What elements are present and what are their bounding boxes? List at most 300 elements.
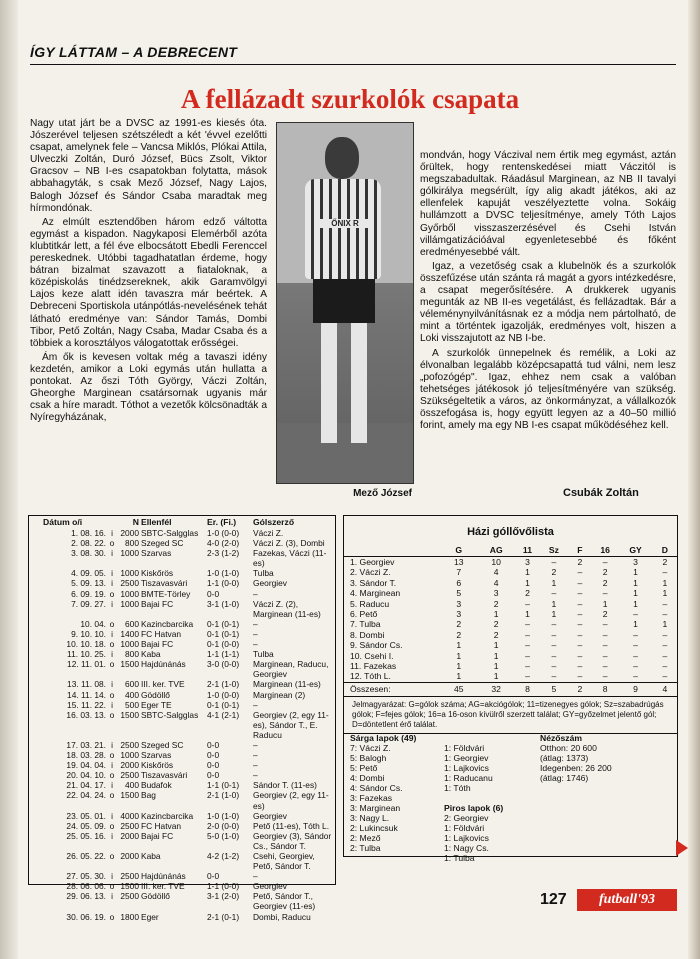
result-cell: o xyxy=(109,750,115,761)
result-cell: o xyxy=(109,588,115,599)
article-column-2 xyxy=(420,150,676,434)
scorer-name: 12. Tóth L. xyxy=(350,671,391,682)
result-cell: Kazincbarcika xyxy=(141,618,194,629)
result-cell: Fazekas, Váczi (11-es) xyxy=(253,548,327,569)
result-cell: 4-2 (1-2) xyxy=(207,851,240,861)
magazine-logo: futball'93 xyxy=(577,889,677,911)
result-cell: o xyxy=(109,820,115,831)
yellow-cards-list-continued xyxy=(444,733,544,863)
scorer-stat: – xyxy=(577,619,583,630)
result-cell: Kazincbarcika xyxy=(141,810,194,821)
yellow-card-entry: 3: Fazekas xyxy=(350,793,393,803)
attendance-entry: (átlag: 1746) xyxy=(540,773,589,783)
result-row xyxy=(29,770,335,780)
result-cell: 1000 xyxy=(120,568,139,579)
result-cell: i xyxy=(111,568,113,579)
result-cell: i xyxy=(111,628,113,639)
result-cell: 2-3 (1-2) xyxy=(207,548,240,559)
result-cell: 0-0 xyxy=(207,739,220,750)
result-cell: o xyxy=(109,881,115,892)
result-cell: Budafok xyxy=(141,780,172,791)
result-row xyxy=(29,589,335,599)
result-cell: 20. 04. 10. xyxy=(66,770,106,781)
scorer-stat: – xyxy=(577,629,583,640)
result-cell: 2000 xyxy=(120,528,139,538)
scorer-stat: – xyxy=(577,588,583,599)
result-cell: o xyxy=(109,770,115,781)
result-cell: 28. 06. 06. xyxy=(66,881,106,892)
scorer-stat: 6 xyxy=(456,577,462,588)
scorer-stat: 1 xyxy=(493,640,499,651)
result-cell: Bajai FC xyxy=(141,639,174,650)
scorer-stat: 2 xyxy=(456,629,462,640)
scorer-stat: 1 xyxy=(525,567,530,578)
scorer-row xyxy=(344,609,677,619)
scorers-header-row xyxy=(344,544,677,557)
scorer-stat: 1 xyxy=(633,619,638,630)
scorer-stat: 1 xyxy=(633,588,638,599)
scorer-stat: – xyxy=(551,557,557,567)
result-cell: 24. 05. 09. xyxy=(66,820,106,831)
result-cell: Kiskőrös xyxy=(141,760,174,771)
scorer-stat: – xyxy=(551,629,557,640)
result-cell: 600 xyxy=(125,618,139,629)
scorer-stat: 4 xyxy=(493,577,499,588)
result-cell: III. ker. TVE xyxy=(141,679,185,690)
scorer-stat: – xyxy=(602,557,608,567)
yellow-card-entry: 4: Dombi xyxy=(350,773,385,783)
result-cell: 15. 11. 22. xyxy=(67,699,106,710)
scorer-stat: 1 xyxy=(662,577,668,588)
result-cell: 17. 03. 21. xyxy=(66,739,106,750)
scorer-stat: 1 xyxy=(456,671,462,682)
scorer-name: 4. Marginean xyxy=(350,588,401,599)
scorer-stat: – xyxy=(525,629,530,640)
result-row xyxy=(29,851,335,871)
scorer-name: 7. Tulba xyxy=(350,619,381,630)
result-cell: i xyxy=(111,528,113,538)
scorer-stat: – xyxy=(577,650,583,661)
scorer-stat: – xyxy=(551,650,557,661)
result-cell: – xyxy=(253,770,258,781)
result-cell: 12. 11. 01. xyxy=(67,659,106,670)
scorer-row xyxy=(344,557,677,568)
result-cell: i xyxy=(111,891,113,902)
scorer-stat: 1 xyxy=(525,577,530,588)
scorer-stat: 1 xyxy=(493,671,499,682)
scorers-column-header: AG xyxy=(477,544,514,557)
scorer-row xyxy=(344,661,677,671)
scorer-stat: – xyxy=(577,577,583,588)
result-cell: 0-0 xyxy=(207,770,220,781)
scorer-stat: 1 xyxy=(662,588,668,599)
result-cell: o xyxy=(109,538,115,549)
yellow-card-entry: 1: Georgiev xyxy=(444,753,489,763)
result-cell: 4-1 (2-1) xyxy=(207,709,240,720)
scorers-column-header xyxy=(344,544,440,557)
paragraph: Ám ők is kevesen voltak még a tavaszi idény kezdetén, amikor a Loki egymás után hullatta a pontokat. Az őszi Tóth György, Váczi Zoltán, Gheorghe Marginean csatársornak ugyanis már csak a híre maradt. Tóthot a vezetők kölcsönadták a Nyíregyházának, xyxy=(30,351,267,424)
result-row xyxy=(29,710,335,740)
result-cell: Váczi Z. xyxy=(253,528,284,538)
result-row xyxy=(29,528,335,538)
result-row xyxy=(29,690,335,700)
scorer-row xyxy=(344,578,677,588)
result-cell: – xyxy=(253,699,258,710)
result-cell: 25. 05. 16. xyxy=(66,830,106,841)
column-header: Er. (Fi.) xyxy=(207,517,237,527)
scorers-total-cell: 45 xyxy=(440,682,477,696)
result-cell: 1000 xyxy=(120,598,139,609)
result-row xyxy=(29,629,335,639)
scorer-stat: – xyxy=(633,609,638,620)
paragraph: Nagy utat járt be a DVSC az 1991-es kiesés óta. Jószerével teljesen szétszéledt a két 'évvel ezelőtti csapat, amelynek fele – Vancsa Miklós, Plókai Attila, Ulveczki Zoltán, Duró József, Bücs Zsolt, Viktor Gracsov – NB I-es csapatokban folytatta, mások abbahagyták, s csak Mező József, Nagy Lajos, Balogh József és Sándor Csaba maradtak meg hírmondónak. xyxy=(30,118,267,214)
scorers-total-cell: 8 xyxy=(515,682,540,696)
result-row xyxy=(29,538,335,548)
result-cell: 2500 xyxy=(120,871,139,882)
result-cell: i xyxy=(111,760,113,771)
result-cell: i xyxy=(111,830,113,841)
scorer-stat: 2 xyxy=(525,588,530,599)
column-header: Dátum o/i xyxy=(43,517,83,527)
yellow-card-entry: 7: Váczi Z. xyxy=(350,743,391,753)
yellow-card-entry: 5: Pető xyxy=(350,763,378,773)
result-row xyxy=(29,831,335,851)
scorer-stat: – xyxy=(525,619,530,630)
scorers-total-row xyxy=(344,682,677,696)
scorer-stat: 2 xyxy=(602,577,608,588)
scorer-stat: 1 xyxy=(551,577,557,588)
result-cell: 0-0 xyxy=(207,760,220,771)
result-cell: 2500 xyxy=(120,739,139,750)
result-cell: Szeged SC xyxy=(141,538,184,549)
result-cell: 400 xyxy=(125,689,139,700)
result-row xyxy=(29,649,335,659)
scorer-name: 11. Fazekas xyxy=(350,661,397,672)
result-cell: 14. 11. 14. xyxy=(67,689,106,700)
result-cell: 21. 04. 17. xyxy=(66,780,106,791)
result-cell: 2000 xyxy=(120,851,139,861)
result-cell: i xyxy=(111,548,113,559)
scorer-stat: 1 xyxy=(662,619,668,630)
scorer-stat: 1 xyxy=(456,661,462,672)
result-cell: 1-0 (1-0) xyxy=(207,810,240,821)
result-cell: 1000 xyxy=(120,750,139,761)
result-cell: Marginean, Raducu, Georgiev xyxy=(253,659,329,680)
result-cell: 5. 09. 13. xyxy=(71,578,106,589)
scorers-column-header: 16 xyxy=(592,544,618,557)
scorer-stat: 7 xyxy=(456,567,462,578)
result-cell: 2-0 (0-0) xyxy=(207,820,240,831)
running-head: ÍGY LÁTTAM – A DEBRECENT xyxy=(30,44,238,60)
scorer-stat: – xyxy=(525,598,530,609)
scorers-total-cell: 9 xyxy=(618,682,652,696)
scorer-row xyxy=(344,671,677,682)
scorer-name: 9. Sándor Cs. xyxy=(350,640,403,651)
result-cell: Váczi Z. (3), Dombi xyxy=(253,538,325,549)
result-cell: Tulba xyxy=(253,568,274,579)
scorer-stat: 2 xyxy=(493,629,499,640)
result-cell: – xyxy=(253,739,258,750)
result-cell: 1000 xyxy=(120,548,139,559)
result-cell: 1000 xyxy=(120,588,139,599)
scorer-stat: – xyxy=(577,640,583,651)
scorer-stat: 1 xyxy=(456,640,462,651)
scorer-stat: 1 xyxy=(493,650,499,661)
result-cell: Pető, Sándor T., Georgiev (11-es) xyxy=(253,891,316,912)
result-cell: 27. 05. 30. xyxy=(66,871,106,882)
yellow-card-entry: 2: Mező xyxy=(350,833,381,843)
scorer-stat: 2 xyxy=(662,557,668,567)
result-cell: Kaba xyxy=(141,851,161,861)
result-cell: Sándor T. (11-es) xyxy=(253,780,317,791)
result-row xyxy=(29,760,335,770)
scorer-stat: 2 xyxy=(577,557,583,567)
scorer-stat: – xyxy=(525,650,530,661)
result-cell: Bag xyxy=(141,790,156,801)
result-cell: 1-1 (0-1) xyxy=(207,780,240,791)
scorer-stat: 10 xyxy=(491,557,501,567)
result-cell: 6. 09. 19. xyxy=(71,588,106,599)
result-row xyxy=(29,639,335,649)
result-cell: 1500 xyxy=(120,659,139,670)
result-cell: 18. 03. 28. xyxy=(66,750,106,761)
result-cell: 0-1 (0-1) xyxy=(207,618,240,629)
result-row xyxy=(29,619,335,629)
result-cell: FC Hatvan xyxy=(141,820,182,831)
result-row xyxy=(29,821,335,831)
result-cell: 9. 10. 10. xyxy=(71,628,106,639)
result-cell: Marginean (11-es) xyxy=(253,679,321,690)
result-cell: 13. 11. 08. xyxy=(67,679,106,690)
page-edge xyxy=(688,0,700,959)
column-header: N xyxy=(132,517,139,527)
result-cell: 0-1 (0-1) xyxy=(207,628,240,639)
scorer-stat: 2 xyxy=(602,609,608,620)
scorer-stat: 2 xyxy=(602,567,608,578)
red-cards-title: Piros lapok (6) xyxy=(444,803,504,813)
result-cell: Kaba xyxy=(141,649,161,660)
result-cell: – xyxy=(253,628,258,639)
result-cell: Georgiev xyxy=(253,810,287,821)
scorers-column-header: D xyxy=(653,544,677,557)
scorers-total-cell: 32 xyxy=(477,682,514,696)
shirt-sponsor: ŐNIX R xyxy=(317,219,373,228)
scorer-stat: 3 xyxy=(633,557,638,567)
result-cell: 3. 08. 30. xyxy=(71,548,106,559)
result-cell: 16. 03. 13. xyxy=(66,709,106,720)
running-head-rule xyxy=(30,64,676,65)
yellow-card-entry: 1: Raducanu xyxy=(444,773,493,783)
scorer-stat: – xyxy=(577,567,583,578)
result-cell: 7. 09. 27. xyxy=(71,598,106,609)
yellow-cards-list xyxy=(350,733,450,853)
scorers-column-header: GY xyxy=(618,544,652,557)
result-cell: 2000 xyxy=(120,830,139,841)
result-cell: Gödöllő xyxy=(141,689,170,700)
scorer-stat: – xyxy=(602,629,608,640)
result-cell: 800 xyxy=(125,649,139,660)
attendance-entry: Otthon: 20 600 xyxy=(540,743,597,753)
yellow-card-entry: 4: Sándor Cs. xyxy=(350,783,403,793)
result-cell: 26. 05. 22. xyxy=(66,851,106,861)
result-cell: i xyxy=(111,649,113,660)
result-cell: 2500 xyxy=(120,820,139,831)
scorer-stat: – xyxy=(662,567,668,578)
result-cell: III. ker. TVE xyxy=(141,881,185,892)
result-cell: o xyxy=(109,659,115,670)
result-cell: Hajdúnánás xyxy=(141,871,186,882)
result-cell: i xyxy=(111,679,113,690)
result-cell: Tiszavasvári xyxy=(141,770,188,781)
author-name: Csubák Zoltán xyxy=(563,487,639,499)
scorers-total-cell: 2 xyxy=(568,682,592,696)
result-cell: SBTC-Salgglas xyxy=(141,709,199,720)
scorers-column-header: G xyxy=(440,544,477,557)
scorer-stat: 3 xyxy=(525,557,530,567)
result-cell: 22. 04. 24. xyxy=(66,790,106,801)
result-cell: Tiszavasvári xyxy=(141,578,188,589)
result-cell: Eger xyxy=(141,911,159,922)
result-cell: – xyxy=(253,760,258,771)
result-cell: Georgiev (2, egy 11-es) xyxy=(253,790,329,811)
results-table xyxy=(28,515,336,922)
scorer-stat: – xyxy=(525,671,530,682)
result-cell: BMTE-Törley xyxy=(141,588,191,599)
scorer-stat: 2 xyxy=(456,619,462,630)
scorer-stat: 1 xyxy=(633,567,638,578)
result-cell: 1. 08. 16. xyxy=(71,528,106,538)
attendance-entry: (átlag: 1373) xyxy=(540,753,589,763)
result-row xyxy=(29,740,335,750)
result-cell: o xyxy=(109,689,115,700)
result-cell: 5-0 (1-0) xyxy=(207,830,240,841)
scorer-row xyxy=(344,619,677,629)
scorer-stat: – xyxy=(577,598,583,609)
result-cell: i xyxy=(111,739,113,750)
scorer-name: 6. Pető xyxy=(350,609,378,620)
result-cell: 10. 10. 18. xyxy=(66,639,106,650)
scorer-stat: – xyxy=(602,671,608,682)
scorer-stat: 2 xyxy=(551,567,557,578)
scorer-stat: 1 xyxy=(551,609,557,620)
scorer-stat: 1 xyxy=(493,661,499,672)
result-cell: Szarvas xyxy=(141,548,172,559)
scorer-stat: – xyxy=(577,609,583,620)
result-cell: 4-0 (2-0) xyxy=(207,538,240,549)
result-cell: Eger TE xyxy=(141,699,172,710)
scorer-stat: 3 xyxy=(456,598,462,609)
result-cell: i xyxy=(111,578,113,589)
result-cell: 1-1 (1-1) xyxy=(207,649,240,660)
result-cell: 2500 xyxy=(120,891,139,902)
scorer-stat: – xyxy=(602,588,608,599)
photo-caption: Mező József xyxy=(353,488,412,499)
result-cell: 4000 xyxy=(120,810,139,821)
result-row xyxy=(29,881,335,891)
result-cell: 2. 08. 22. xyxy=(71,538,106,549)
result-row xyxy=(29,891,335,911)
scorer-stat: – xyxy=(525,640,530,651)
scorer-stat: – xyxy=(633,629,638,640)
scorer-name: 10. Csehi I. xyxy=(350,650,394,661)
result-row xyxy=(29,599,335,619)
yellow-card-entry: 1: Lajkovics xyxy=(444,763,489,773)
result-cell: Hajdúnánás xyxy=(141,659,186,670)
result-row xyxy=(29,700,335,710)
scorers-column-header: F xyxy=(568,544,592,557)
red-card-entry: 1: Nagy Cs. xyxy=(444,843,489,853)
result-cell: Pető (11-es), Tóth L. xyxy=(253,820,330,831)
result-cell: SBTC-Salgglas xyxy=(141,528,199,538)
result-row xyxy=(29,912,335,922)
scorer-stat: – xyxy=(662,629,668,640)
paragraph: Igaz, a vezetőség csak a klubelnök és a szurkolók összefűzése után szánta rá magát a gyors intézkedésre, a csapat megerősítésére. A drukkerek ugyanis megunták az NB II-es vegetálást, és fellázadtak. Bár a véleménynyilvánításnak ez a módja nem pártolható, de mint a történtek igazolják, eredményes volt, hiszen a Loki visszajutott az NB I-be. xyxy=(420,260,676,345)
result-row xyxy=(29,548,335,568)
result-cell: 600 xyxy=(125,679,139,690)
scorer-stat: – xyxy=(602,661,608,672)
scorer-row xyxy=(344,651,677,661)
red-card-entry: 2: Georgiev xyxy=(444,813,489,823)
result-cell: Georgiev (3), Sándor Cs., Sándor T. xyxy=(253,830,332,851)
yellow-card-entry: 1: Tóth xyxy=(444,783,471,793)
result-cell: 1000 xyxy=(120,639,139,650)
scorer-row xyxy=(344,640,677,650)
scorer-stat: – xyxy=(662,640,668,651)
result-cell: 1500 xyxy=(120,709,139,720)
result-cell: 4. 09. 05. xyxy=(71,568,106,579)
result-cell: 2000 xyxy=(120,760,139,771)
result-cell: – xyxy=(253,639,258,650)
paragraph: A szurkolók ünnepelnek és remélik, a Loki az élvonalban legalább középcsapattá tud válni, nem lesz „pofozógép". Igaz, ehhez nem csak a valóban tehetséges játékosok jó teljesítményére van szükség. Szükségeltetik a város, az önkormányzat, a vállalkozók összefogása is, hogy együtt legyen az a 40–50 millió forint, amely ma egy NB I-es csapat működéséhez kell. xyxy=(420,347,676,432)
result-cell: 400 xyxy=(125,780,139,791)
article-title: A fellázadt szurkolók csapata xyxy=(180,84,520,114)
result-cell: FC Hatvan xyxy=(141,628,182,639)
result-cell: 2-1 (0-1) xyxy=(207,911,240,922)
scorers-total-cell: 5 xyxy=(540,682,568,696)
yellow-cards-title: Sárga lapok (49) xyxy=(350,733,417,743)
scorer-name: 5. Raducu xyxy=(350,598,390,609)
red-card-entry: 1: Lajkovics xyxy=(444,833,489,843)
scorer-stat: – xyxy=(633,650,638,661)
result-cell: 0-0 xyxy=(207,871,220,882)
result-cell: 29. 06. 13. xyxy=(66,891,106,902)
result-cell: o xyxy=(109,851,115,861)
scorer-stat: – xyxy=(602,640,608,651)
result-cell: 2500 xyxy=(120,578,139,589)
result-row xyxy=(29,871,335,881)
scorers-total-cell: 8 xyxy=(592,682,618,696)
scorer-stat: – xyxy=(662,609,668,620)
scorers-total-cell: Összesen: xyxy=(344,682,440,696)
result-cell: 1-0 (0-0) xyxy=(207,689,240,700)
result-cell: 0-1 (0-1) xyxy=(207,699,240,710)
result-cell: o xyxy=(109,911,115,922)
result-cell: 30. 06. 19. xyxy=(66,911,106,922)
result-cell: 2-1 (1-0) xyxy=(207,679,240,690)
scorers-column-header: Sz xyxy=(540,544,568,557)
result-cell: Tulba xyxy=(253,649,274,660)
result-cell: 500 xyxy=(125,699,139,710)
scorer-stat: – xyxy=(551,671,557,682)
paragraph: mondván, hogy Váczival nem értik meg egymást, aztán őrültek, hogy rentenskedései miatt Váczitól is megszabadultak. Ráadásul Marginean, az NB II tavalyi gólkirálya megsérült, így alig akadt játékos, aki az ellenfelek kapuját veszélyeztette volna. Sokáig hullámzott a DVSC teljesítménye, amely Tóth Lajos Győrből visszaszerzésével és Csehi István villámgatizációával egyenletesebbé és főként eredményesebbé vált. xyxy=(420,150,676,258)
result-cell: Bajai FC xyxy=(141,830,174,841)
column-header: Gólszerző xyxy=(253,517,295,527)
result-cell: o xyxy=(109,790,115,801)
paragraph: Az elmúlt esztendőben három edző váltotta egymást a kispadon. Nagykaposi Elemérből azóta klubtitkár lett, a fél éve elbocsátott Ebedli Ferenccel pereskednek. Utóbbi tagadhatatlan érdeme, hogy bátran bizalmat szavazott a fiataloknak, a középiskolás tinédzsereknek, akik Garamvölgyi Lajos keze alatt idén tavaszra már beértek. A Debreceni Sportiskola utánpótlás-nevelésének tehát látható eredménye van: Sándor Tamás, Dombi Tibor, Pető Zoltán, Nagy Csaba, Madar Csaba és a többiek a korosztályos válogatottak erősségei. xyxy=(30,216,267,349)
result-cell: i xyxy=(111,699,113,710)
scorer-name: 3. Sándor T. xyxy=(350,577,397,588)
result-cell: Szarvas xyxy=(141,750,172,761)
